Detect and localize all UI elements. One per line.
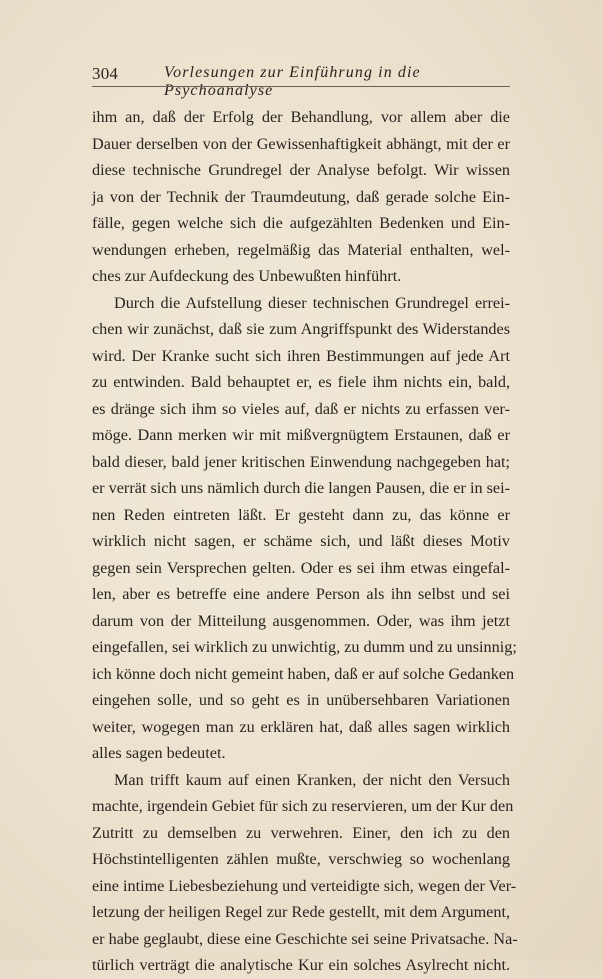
text-line: Höchstintelligenten zählen mußte, verschwieg so wochenlang [92,850,510,868]
text-line: len, aber es betreffe eine andere Person als ihn selbst und sei [92,585,510,603]
text-line: darum von der Mitteilung ausgenommen. Oder, was ihm jetzt [92,611,510,630]
text-line: alles sagen bedeutet. [92,744,226,762]
text-line: möge. Dann merken wir mit mißvergnügtem Erstaunen, daß er [92,426,510,444]
text-line: bald dieser, bald jener kritischen Einwendung nachgegeben hat; [92,452,510,471]
text-line: Durch die Aufstellung dieser technischen Grundregel errei- [114,293,510,312]
text-line: türlich verträgt die analytische Kur ein solches Asylrecht nicht. [92,956,510,974]
text-line: fälle, gegen welche sich die aufgezählten Bedenken und Ein- [92,214,510,232]
body-text [92,104,518,979]
text-line: Man trifft kaum auf einen Kranken, der nicht den Versuch [114,770,510,789]
text-line: letzung der heiligen Regel zur Rede gestellt, mit dem Argument, [92,903,510,921]
text-line: ches zur Aufdeckung des Unbewußten hinführt. [92,267,402,285]
paragraph [92,290,517,767]
text-line: machte, irgendein Gebiet für sich zu reservieren, um der Kur den [92,797,514,815]
text-line: nen Reden eintreten läßt. Er gesteht dann zu, das könne er [92,505,510,524]
text-line: er habe geglaubt, diese eine Geschichte sei seine Privatsache. Na- [92,929,518,948]
text-line: gegen sein Versprechen gelten. Oder es sei ihm etwas eingefal- [92,558,510,577]
running-title: Vorlesungen zur Einführung in die Psychoanalyse [164,64,421,99]
text-line: diese technische Grundregel der Analyse befolgt. Wir wissen [92,161,510,179]
text-line: Zutritt zu demselben zu verwehren. Einer, den ich zu den [92,823,510,842]
page-number: 304 [92,64,119,83]
text-line: ihm an, daß der Erfolg der Behandlung, vor allem aber die [92,108,510,126]
text-line: eingehen solle, und so geht es in unübersehbaren Variationen [92,691,510,709]
text-line: Dauer derselben von der Gewissenhaftigkeit abhängt, mit der er [92,134,510,153]
text-line: ich könne doch nicht gemeint haben, daß er auf solche Gedanken [92,664,515,683]
text-line: eingefallen, sei wirklich zu unwichtig, zu dumm und zu unsinnig; [92,638,517,656]
text-line: chen wir zunächst, daß sie zum Angriffspunkt des Widerstandes [92,320,510,338]
paragraph [92,767,518,979]
text-line: es dränge sich ihm so vieles auf, daß er nichts zu erfassen ver- [92,399,510,418]
text-line: eine intime Liebesbeziehung und verteidigte sich, wegen der Ver- [92,876,517,895]
text-line: wird. Der Kranke sucht sich ihren Bestimmungen auf jede Art [92,346,510,365]
text-line: weiter, wogegen man zu erklären hat, daß alles sagen wirklich [92,717,510,736]
text-line: wirklich nicht sagen, er schäme sich, und läßt dieses Motiv [92,532,510,550]
text-line: er verrät sich uns nämlich durch die langen Pausen, die er in sei- [92,479,510,497]
text-line: wendungen erheben, regelmäßig das Material enthalten, wel- [92,240,510,259]
page-header [92,62,510,99]
text-line: ja von der Technik der Traumdeutung, daß gerade solche Ein- [92,187,510,206]
paragraph [92,104,510,290]
text-line: zu entwinden. Bald behauptet er, es fiele ihm nichts ein, bald, [92,373,510,391]
header-rule [92,86,510,87]
